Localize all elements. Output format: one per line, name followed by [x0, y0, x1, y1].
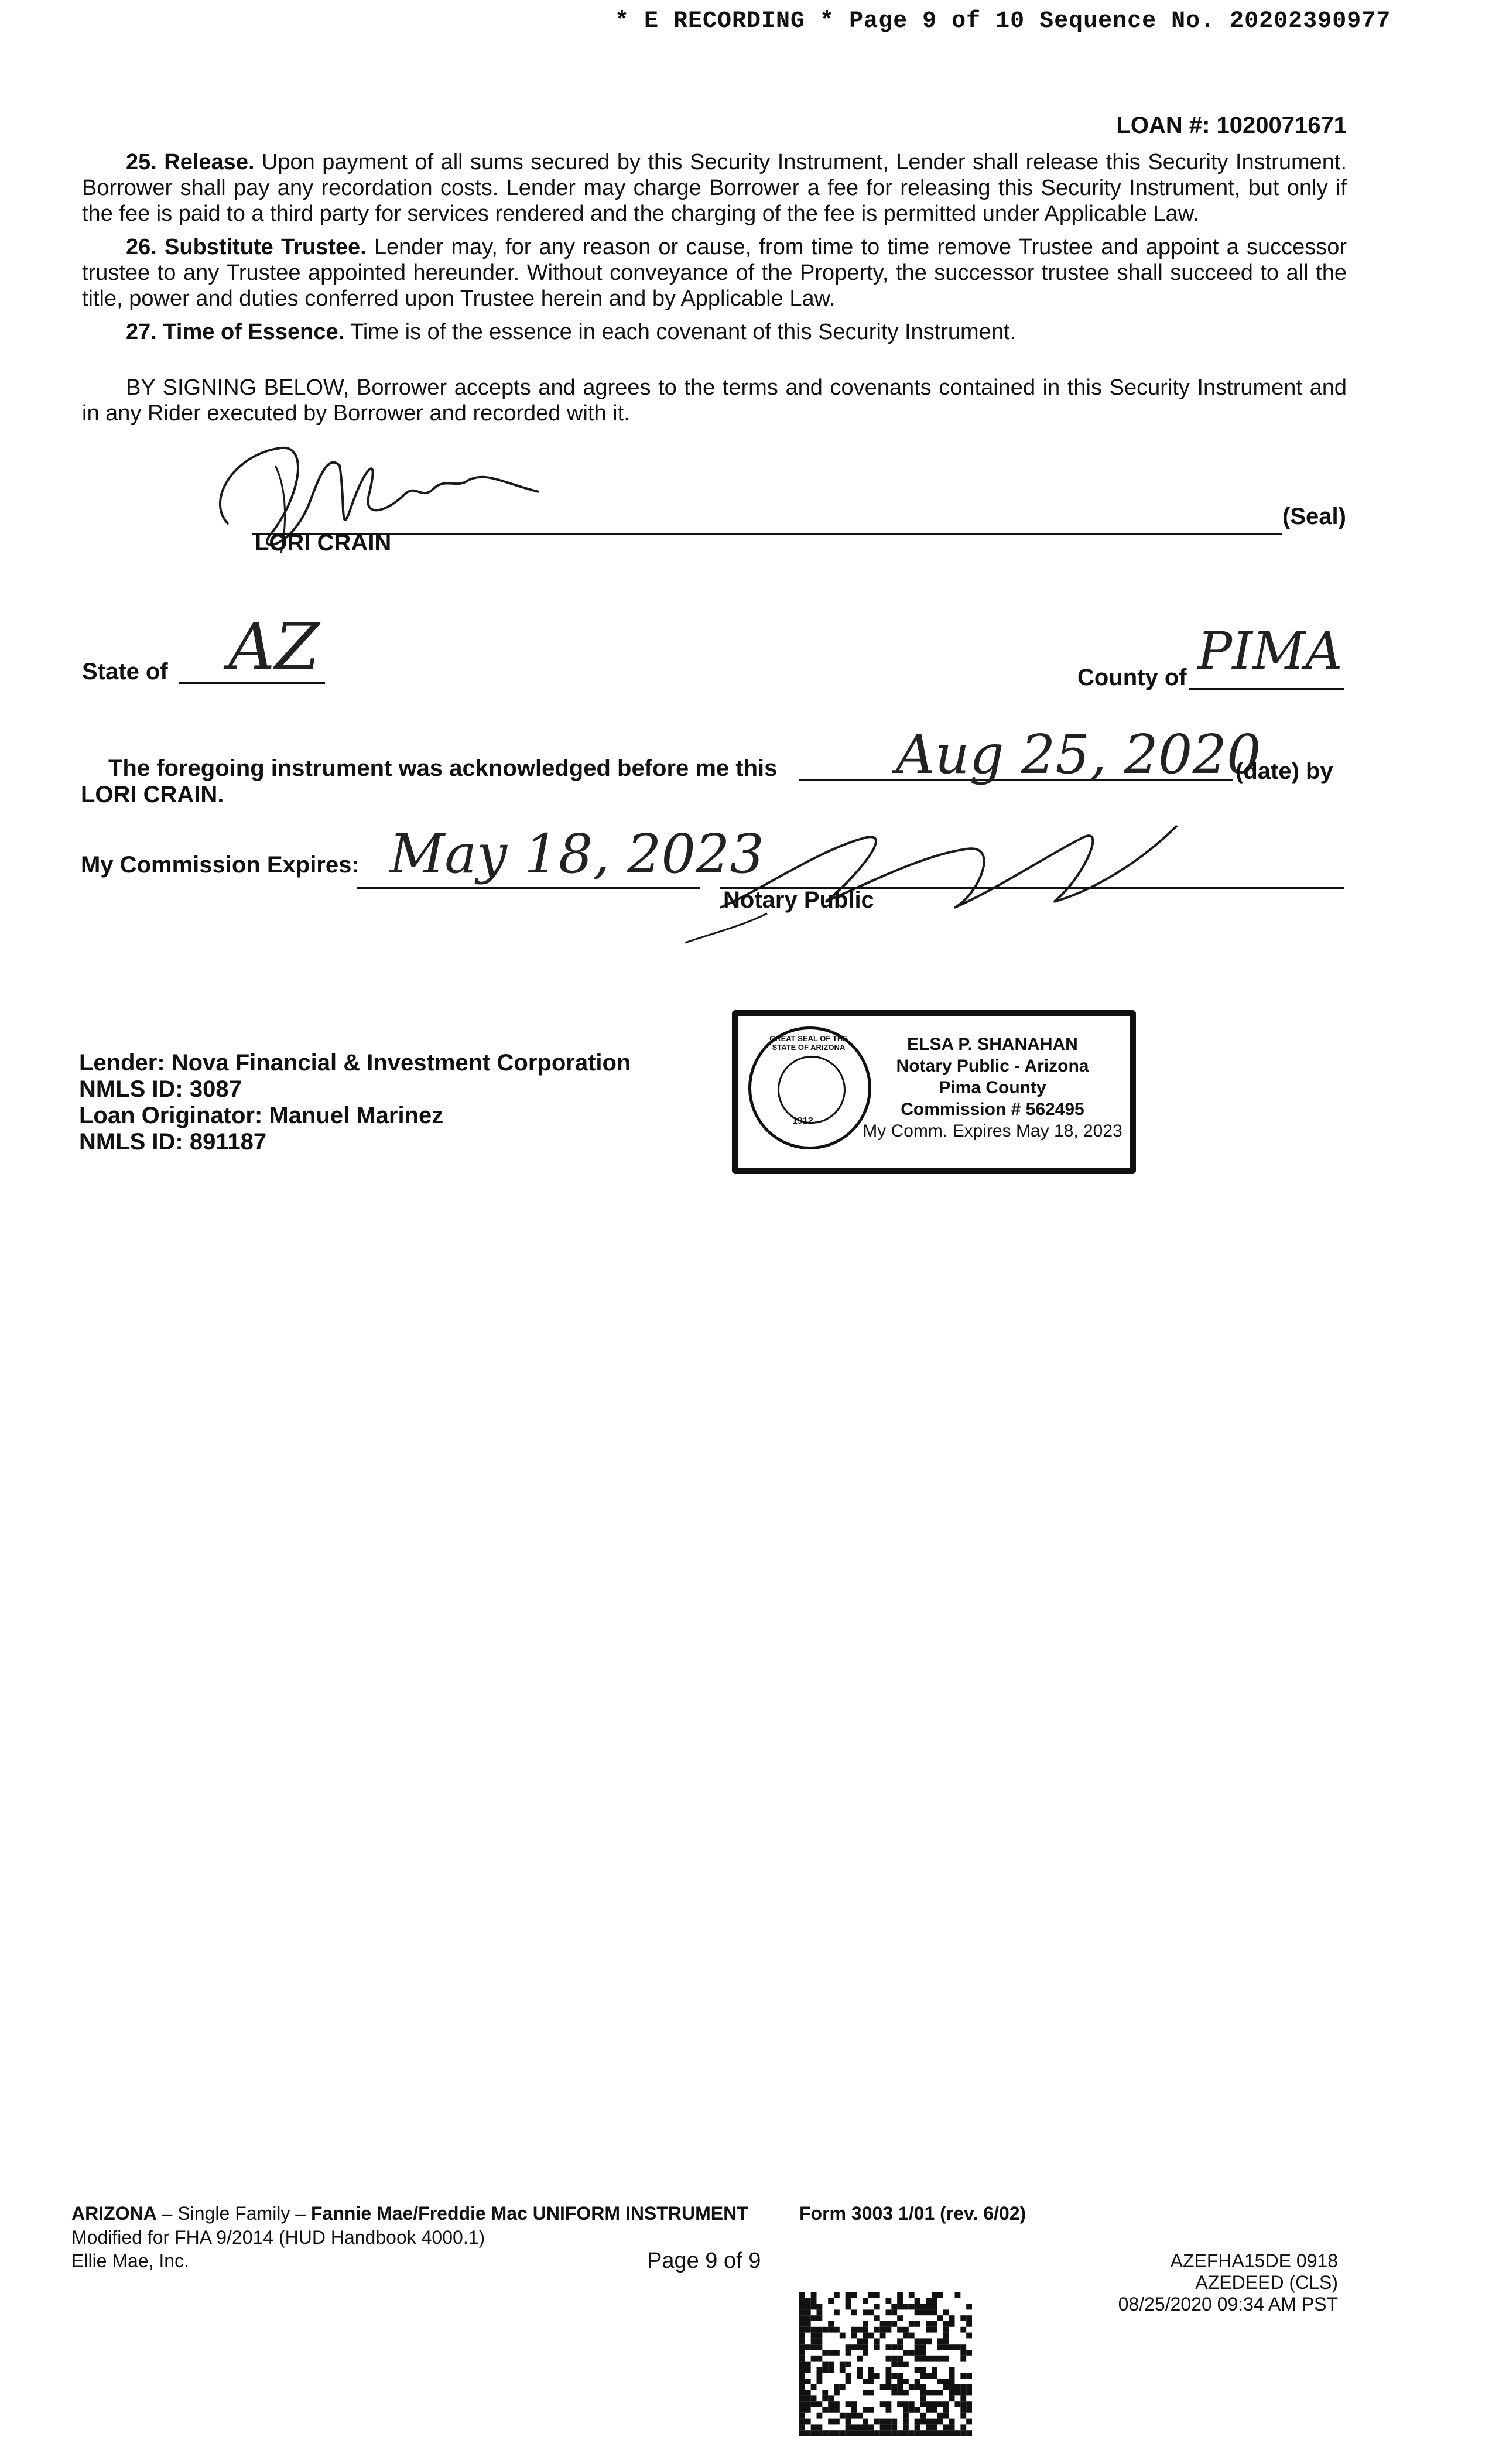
acknowledgment-date: Aug 25, 2020: [896, 723, 1261, 786]
acknowledged-by: LORI CRAIN.: [81, 782, 224, 807]
section-substitute-trustee: [82, 234, 1347, 312]
section-title: Release.: [164, 150, 255, 174]
date-by-label: (date) by: [1236, 758, 1333, 784]
footer-timestamp: 08/25/2020 09:34 AM PST: [1118, 2294, 1338, 2315]
lender-nmls: NMLS ID: 3087: [79, 1076, 242, 1102]
county-line: [1189, 688, 1344, 690]
recording-header: * E RECORDING * Page 9 of 10 Sequence No. 20202390977: [615, 8, 1391, 35]
county-label: County of: [1077, 665, 1187, 690]
county-value: PIMA: [1197, 621, 1343, 681]
section-title: Time of Essence.: [163, 320, 345, 344]
footer-state: ARIZONA: [71, 2203, 157, 2224]
section-text: Upon payment of all sums secured by this Security Instrument, Lender shall release this Security Instrument. Borrower shall pay any recordation costs. Lender may charge Borrower a fee for releasing this Security Instrument, but only if the fee is paid to a third party for services rendered and the charging of the fee is permitted under Applicable Law.: [82, 150, 1347, 226]
footer-code1: AZEFHA15DE 0918: [1170, 2250, 1338, 2271]
seal-text: GREAT SEAL OF THE STATE OF ARIZONA: [769, 1034, 848, 1052]
footer-instrument: Fannie Mae/Freddie Mac UNIFORM INSTRUMENT: [310, 2203, 748, 2224]
state-value: AZ: [228, 609, 320, 684]
footer-publisher: Ellie Mae, Inc.: [71, 2250, 189, 2271]
commission-value: May 18, 2023: [389, 823, 764, 885]
borrower-signature-line: [252, 533, 1282, 535]
footer-form: Form 3003 1/01 (rev. 6/02): [799, 2203, 1026, 2224]
footer-modified: Modified for FHA 9/2014 (HUD Handbook 4000.1): [71, 2227, 485, 2248]
signing-statement: BY SIGNING BELOW, Borrower accepts and agrees to the terms and covenants contained in this Security Instrument and in any Rider executed by Borrower and recorded with it.: [82, 375, 1347, 426]
notary-county: Pima County: [939, 1078, 1046, 1097]
footer-type: – Single Family –: [156, 2203, 311, 2224]
borrower-name: LORI CRAIN: [255, 530, 392, 556]
commission-line: [357, 887, 700, 889]
lender-name: Lender: Nova Financial & Investment Corporation: [79, 1050, 631, 1076]
notary-title: Notary Public - Arizona: [896, 1056, 1089, 1076]
section-release: [82, 149, 1347, 227]
notary-commission: Commission # 562495: [901, 1100, 1084, 1119]
footer-page-number: Page 9 of 9: [647, 2249, 761, 2273]
footer-line1: [71, 2203, 748, 2225]
section-number: 27.: [126, 320, 157, 344]
loan-originator: Loan Originator: Manuel Marinez: [79, 1103, 444, 1128]
footer-code2: AZEDEED (CLS): [1195, 2272, 1338, 2293]
seal-year: 1912: [792, 1116, 813, 1126]
notary-signature: [673, 790, 1200, 954]
notary-stamp: [732, 1010, 1136, 1174]
section-text: Lender may, for any reason or cause, from time to time remove Trustee and appoint a successor trustee to any Trustee appointed hereunder. Without conveyance of the Property, the successor trustee shall succeed to all the title, power and duties conferred upon Trustee herein and by Applicable Law.: [82, 235, 1347, 311]
section-number: 25.: [126, 150, 157, 174]
state-label: State of: [82, 659, 168, 685]
section-time-of-essence: [82, 319, 1347, 345]
notary-public-label: Notary Public: [723, 887, 874, 913]
commission-label: My Commission Expires:: [81, 852, 360, 878]
notary-name: ELSA P. SHANAHAN: [907, 1035, 1078, 1054]
section-text: Time is of the essence in each covenant of this Security Instrument.: [350, 320, 1017, 344]
state-seal-icon: [748, 1026, 871, 1149]
barcode-icon: [799, 2292, 972, 2436]
originator-nmls: NMLS ID: 891187: [79, 1129, 267, 1155]
lender-info: [79, 1050, 631, 1155]
section-number: 26.: [126, 235, 157, 259]
notary-expiration: My Comm. Expires May 18, 2023: [863, 1121, 1122, 1141]
acknowledgment-text: The foregoing instrument was acknowledged before me this: [108, 755, 778, 781]
stamp-text: [861, 1033, 1124, 1142]
seal-label: (Seal): [1282, 504, 1346, 529]
section-title: Substitute Trustee.: [165, 235, 367, 259]
loan-number: LOAN #: 1020071671: [1116, 112, 1347, 138]
